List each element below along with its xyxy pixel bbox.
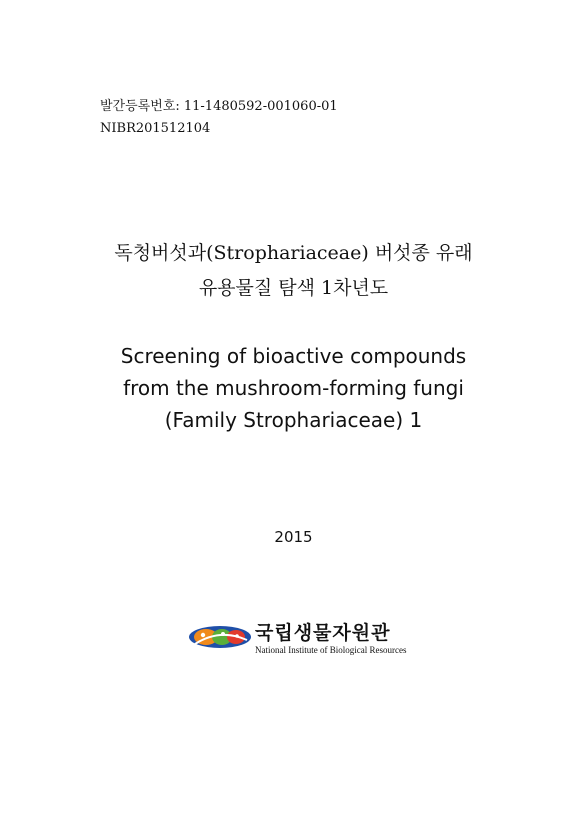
korean-title-line-2: 유용물질 탐색 1차년도 bbox=[198, 277, 389, 299]
english-title-line-1: Screening of bioactive compounds bbox=[120, 344, 467, 368]
nibr-logo-icon bbox=[187, 622, 253, 652]
registration-block bbox=[100, 96, 338, 140]
organization-logo-block bbox=[187, 618, 427, 658]
nibr-code: NIBR201512104 bbox=[100, 121, 211, 136]
english-title-line-2: from the mushroom-forming fungi bbox=[123, 376, 464, 400]
english-title-line-3: (Family Strophariaceae) 1 bbox=[164, 408, 423, 432]
publication-year: 2015 bbox=[274, 528, 313, 546]
korean-title-line-1: 독청버섯과(Strophariaceae) 버섯종 유래 bbox=[114, 242, 473, 264]
organization-name-korean: 국립생물자원관 bbox=[255, 622, 391, 644]
organization-name-english: National Institute of Biological Resources bbox=[255, 645, 407, 655]
publication-registration-number: 발간등록번호: 11-1480592-001060-01 bbox=[100, 99, 338, 114]
english-title bbox=[0, 340, 587, 436]
korean-title bbox=[0, 236, 587, 306]
